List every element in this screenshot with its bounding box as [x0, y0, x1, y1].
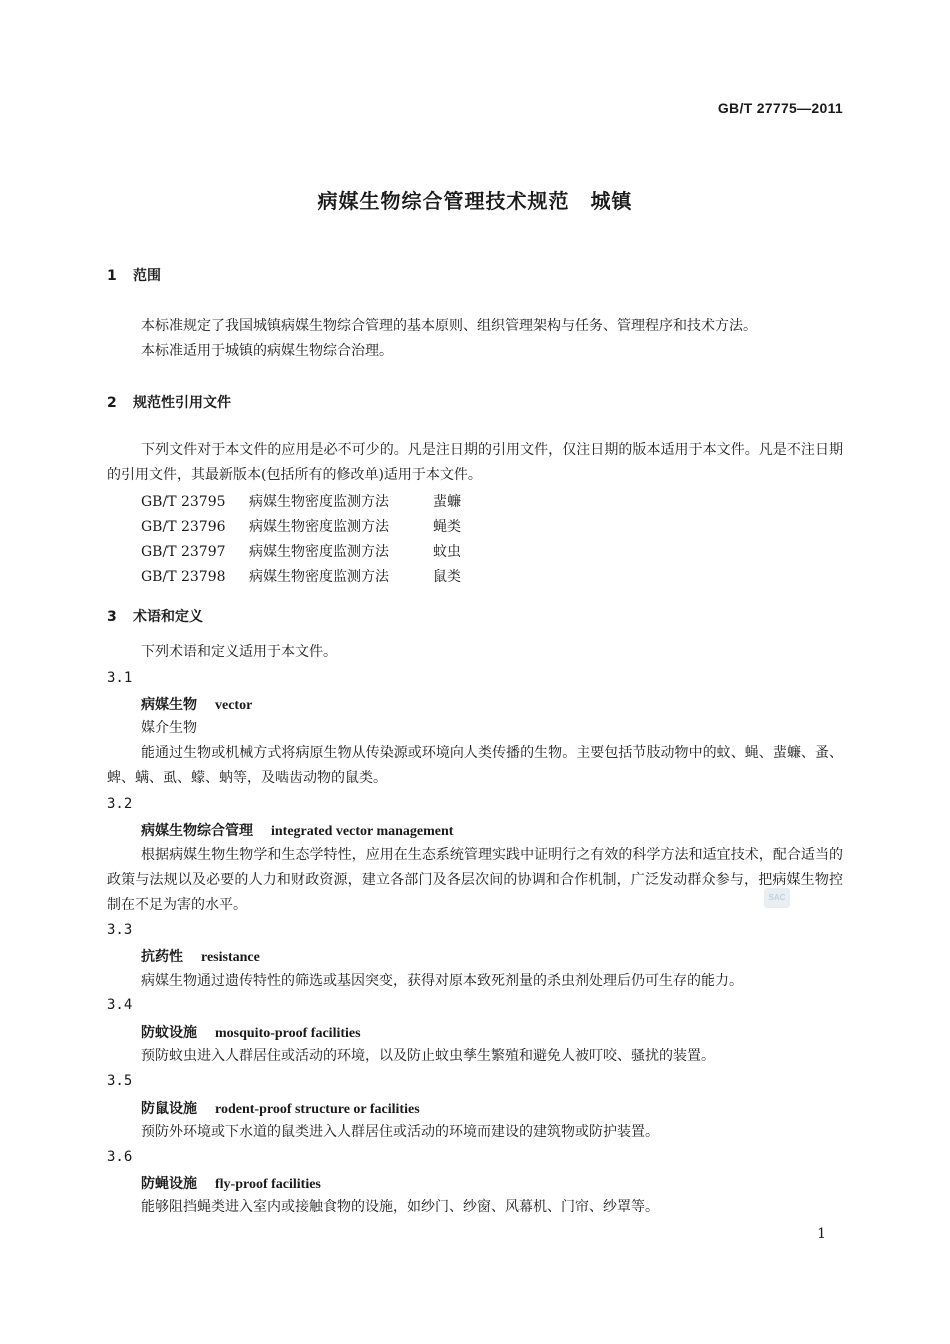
term-en: integrated vector management: [271, 824, 454, 839]
term-definition: 能够阻挡蝇类进入室内或接触食物的设施，如纱门、纱窗、风幕机、门帘、纱罩等。: [141, 1199, 659, 1215]
reference-name: 病媒生物密度监测方法: [249, 494, 389, 510]
reference-target: 蚊虫: [433, 544, 461, 560]
term-zh: 防鼠设施: [141, 1101, 197, 1117]
term-number: 3.1: [107, 670, 133, 686]
term-zh: 病媒生物: [141, 697, 197, 713]
term-en: resistance: [201, 950, 260, 965]
section-number: 2: [107, 395, 117, 411]
term-definition: 病媒生物通过遗传特性的筛选或基因突变，获得对原本致死剂量的杀虫剂处理后仍可生存的能力。: [141, 973, 743, 989]
section-number: 3: [107, 609, 117, 625]
paragraph: 下列文件对于本文件的应用是必不可少的。凡是注日期的引用文件，仅注日期的版本适用于本文件。凡是不注日期的引用文件，其最新版本(包括所有的修改单)适用于本文件。: [107, 442, 843, 483]
reference-name: 病媒生物密度监测方法: [249, 569, 389, 585]
term-en: mosquito-proof facilities: [215, 1026, 361, 1041]
term-zh: 防蚊设施: [141, 1025, 197, 1041]
term-number: 3.3: [107, 922, 133, 938]
publisher-watermark-logo: SAC: [764, 888, 790, 908]
term-number: 3.4: [107, 997, 133, 1013]
term-heading: [141, 820, 453, 840]
paragraph: 本标准适用于城镇的病媒生物综合治理。: [141, 343, 393, 359]
reference-name: 病媒生物密度监测方法: [249, 544, 389, 560]
reference-code: GB/T 23795: [141, 494, 226, 510]
reference-name: 病媒生物密度监测方法: [249, 519, 389, 535]
reference-code: GB/T 23796: [141, 519, 226, 535]
paragraph: 本标准规定了我国城镇病媒生物综合管理的基本原则、组织管理架构与任务、管理程序和技术方法。: [141, 318, 757, 334]
section-title: 术语和定义: [133, 609, 203, 625]
term-definition: 预防蚊虫进入人群居住或活动的环境，以及防止蚊虫孳生繁殖和避免人被叮咬、骚扰的装置。: [141, 1048, 715, 1064]
document-title: 病媒生物综合管理技术规范 城镇: [317, 189, 633, 213]
term-definition: 预防外环境或下水道的鼠类进入人群居住或活动的环境而建设的建筑物或防护装置。: [141, 1124, 659, 1140]
reference-target: 蜚蠊: [433, 494, 461, 510]
section-3-heading: [107, 606, 203, 626]
reference-target: 蝇类: [433, 519, 461, 535]
term-alternative: 媒介生物: [141, 720, 197, 736]
term-en: vector: [215, 698, 253, 713]
reference-item: [141, 516, 461, 536]
term-en: fly-proof facilities: [215, 1177, 321, 1192]
reference-target: 鼠类: [433, 569, 461, 585]
term-heading: [141, 1022, 361, 1042]
page-number: 1: [817, 1226, 826, 1242]
term-number: 3.2: [107, 796, 133, 812]
reference-item: [141, 491, 461, 511]
term-heading: [141, 694, 252, 714]
reference-item: [141, 541, 461, 561]
term-zh: 抗药性: [141, 949, 183, 965]
section-2-heading: [107, 392, 231, 412]
reference-code: GB/T 23797: [141, 544, 226, 560]
term-number: 3.6: [107, 1149, 133, 1165]
term-zh: 防蝇设施: [141, 1176, 197, 1192]
paragraph: 下列术语和定义适用于本文件。: [141, 644, 337, 660]
term-number: 3.5: [107, 1073, 133, 1089]
term-definition: 根据病媒生物生物学和生态学特性，应用在生态系统管理实践中证明行之有效的科学方法和适宜技术，配合适当的政策与法规以及必要的人力和财政资源，建立各部门及各层次间的协调和合作机制，广泛发动群众参与，把病媒生物控制在不足为害的水平。: [107, 847, 843, 913]
reference-code: GB/T 23798: [141, 569, 226, 585]
term-heading: [141, 1173, 321, 1193]
section-1-heading: [107, 265, 161, 285]
section-title: 规范性引用文件: [133, 395, 231, 411]
term-zh: 病媒生物综合管理: [141, 823, 253, 839]
section-number: 1: [107, 268, 117, 284]
term-heading: [141, 946, 260, 966]
section-title: 范围: [133, 268, 161, 284]
standard-code: GB/T 27775—2011: [717, 100, 843, 116]
term-heading: [141, 1098, 420, 1118]
reference-item: [141, 566, 461, 586]
term-definition: 能通过生物或机械方式将病原生物从传染源或环境向人类传播的生物。主要包括节肢动物中的蚊、蝇、蜚蠊、蚤、蜱、螨、虱、蠓、蚋等，及啮齿动物的鼠类。: [107, 745, 843, 786]
term-en: rodent-proof structure or facilities: [215, 1102, 420, 1117]
